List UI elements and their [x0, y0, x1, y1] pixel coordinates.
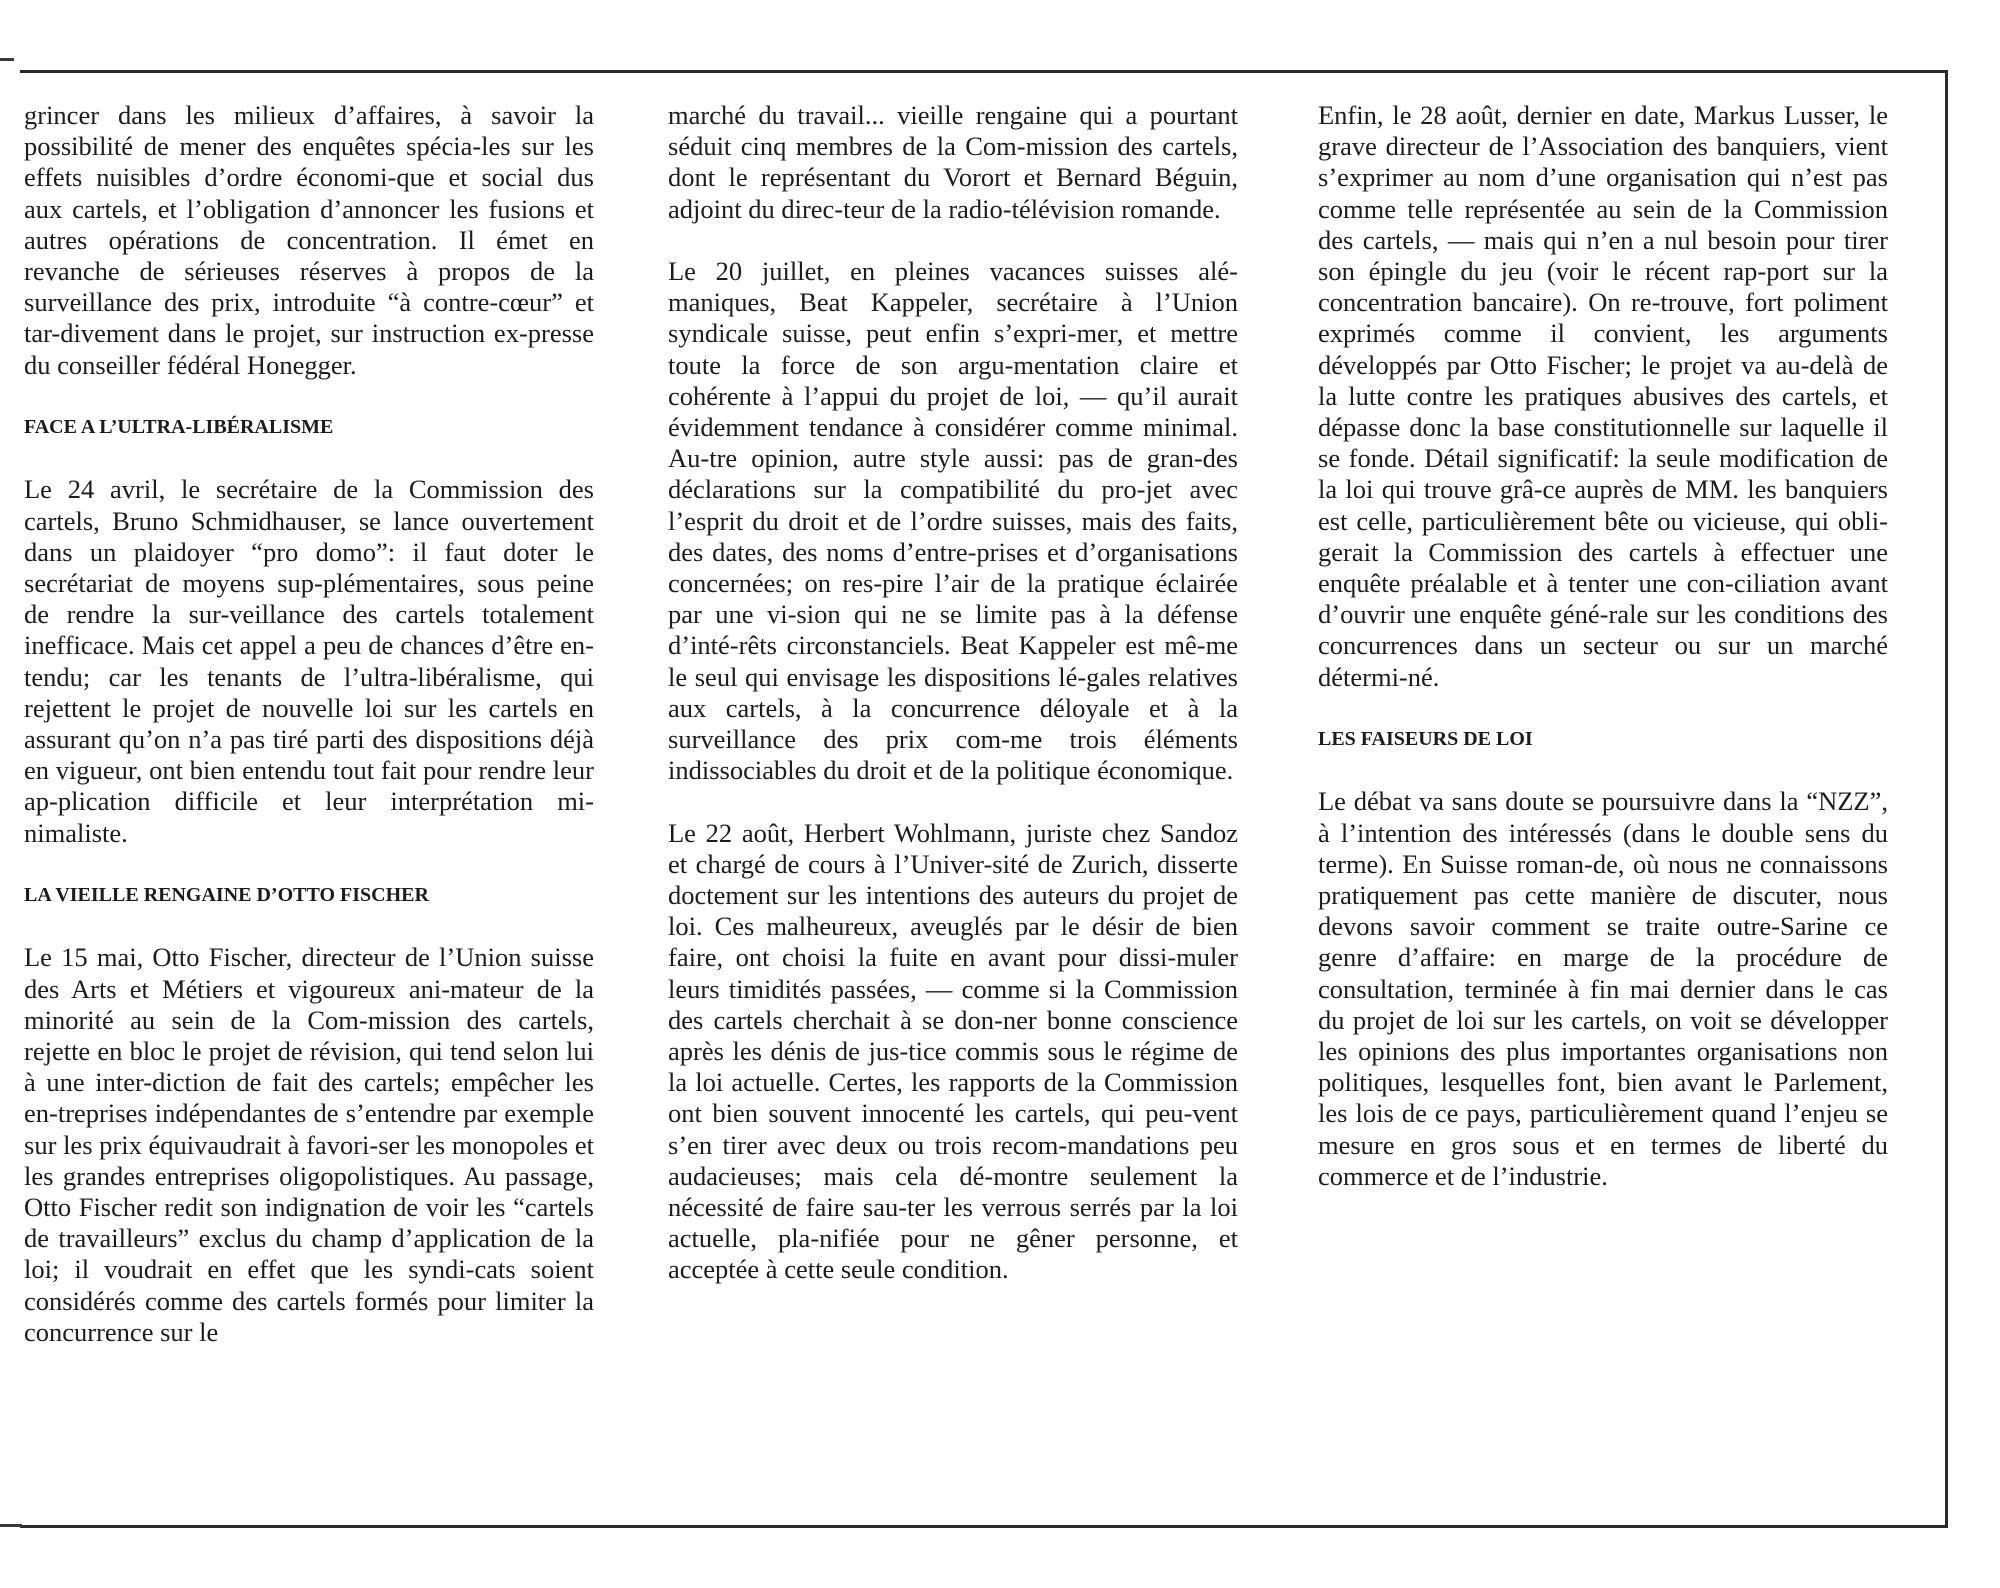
paragraph: Enfin, le 28 août, dernier en date, Markus Lusser, le grave directeur de l’Association des banquiers, vient s’exprimer au nom d’une organisation qui n’est pas comme telle représentée au sein de la Commission des cartels, — mais qui n’en a nul besoin pour tirer son épingle du jeu (voir le récent rap-port sur la concentration bancaire). On re-trouve, fort poliment exprimés comme il convient, les arguments développés par Otto Fischer; le projet va au-delà de la lutte contre les pratiques abusives des cartels, et dépasse donc la base constitutionnelle sur laquelle il se fonde. Détail significatif: la seule modification de la loi qui trouve grâ-ce auprès de MM. les banquiers est celle, particulièrement bête ou vicieuse, qui obli-gerait la Commission des cartels à effectuer une enquête préalable et à tenter une con-ciliation avant d’ouvrir une enquête géné-rale sur les conditions des concurrences dans un secteur ou sur un marché détermi-né. — [1318, 100, 1888, 692]
paragraph: Le 20 juillet, en pleines vacances suisses alé-maniques, Beat Kappeler, secrétaire à l’Union syndicale suisse, peut enfin s’expri-mer, et mettre toute la force de son argu-mentation claire et cohérente à l’appui du projet de loi, — qu’il aurait évidemment tendance à considérer comme minimal. Au-tre opinion, autre style aussi: pas de gran-des déclarations sur la compatibilité du pro-jet avec l’esprit du droit et de l’ordre suisses, mais des faits, des dates, des noms d’entre-prises et d’organisations concernées; on res-pire l’air de la pratique éclairée par une vi-sion qui ne se limite pas à la défense d’inté-rêts circonstanciels. Beat Kappeler est mê-me le seul qui envisage les dispositions lé-gales relatives aux cartels, à la concurrence déloyale et à la surveillance des prix com-me trois éléments indissociables du droit et de la politique économique. — [668, 256, 1238, 786]
paragraph: Le débat va sans doute se poursuivre dans la “NZZ”, à l’intention des intéressés (dans le double sens du terme). En Suisse roman-de, où nous ne connaissons pratiquement pas cette manière de discuter, nous devons savoir comment se traite outre-Sarine ce genre d’affaire: en marge de la procédure de consultation, terminée à fin mai dernier dans le cas du projet de loi sur les cartels, on voit se développer les opinions des plus importantes organisations non politiques, lesquelles font, bien avant le Parlement, les lois de ce pays, particulièrement quand l’enjeu se mesure en gros sous et en termes de liberté du commerce et de l’industrie. — [1318, 786, 1888, 1191]
paragraph: marché du travail... vieille rengaine qui a pourtant séduit cinq membres de la Com-mission des cartels, dont le représentant du Vorort et Bernard Béguin, adjoint du direc-teur de la radio-télévision romande. — [668, 100, 1238, 224]
paragraph: Le 15 mai, Otto Fischer, directeur de l’Union suisse des Arts et Métiers et vigoureux ani-mateur de la minorité au sein de la Com-mission des cartels, rejette en bloc le projet de révision, qui tend selon lui à une inter-diction de fait des cartels; empêcher les en-treprises indépendantes de s’entendre par exemple sur les prix équivaudrait à favori-ser les monopoles et les grandes entreprises oligopolistiques. Au passage, Otto Fischer redit son indignation de voir les “cartels de travailleurs” exclus du champ d’application de la loi; il voudrait en effet que les syndi-cats soient considérés comme des cartels formés pour limiter la concurrence sur le — [24, 942, 594, 1347]
article-column-1 — [24, 100, 594, 1379]
left-edge-mark — [0, 58, 14, 61]
section-heading: LES FAISEURS DE LOI — [1318, 728, 1533, 751]
paragraph: grincer dans les milieux d’affaires, à savoir la possibilité de mener des enquêtes spécia-les sur les effets nuisibles d’ordre économi-que et social dus aux cartels, et l’obligation d’annoncer les fusions et autres opérations de concentration. Il émet en revanche de sérieuses réserves à propos de la surveillance des prix, introduite “à contre-cœur” et tar-divement dans le projet, sur instruction ex-presse du conseiller fédéral Honegger. — [24, 100, 594, 380]
paragraph: Le 22 août, Herbert Wohlmann, juriste chez Sandoz et chargé de cours à l’Univer-sité de Zurich, disserte doctement sur les intentions des auteurs du projet de loi. Ces malheureux, aveuglés par le désir de bien faire, ont choisi la fuite en avant pour dissi-muler leurs timidités passées, — comme si la Commission des cartels cherchait à se don-ner bonne conscience après les dénis de jus-tice commis sous le régime de la loi actuelle. Certes, les rapports de la Commission ont bien souvent innocenté les cartels, qui peu-vent s’en tirer avec deux ou trois recom-mandations peu audacieuses; mais cela dé-montre seulement la nécessité de faire sau-ter les verrous serrés par la loi actuelle, pla-nifiée pour ne gêner personne, et acceptée à cette seule condition. — [668, 817, 1238, 1285]
article-column-2 — [668, 100, 1238, 1317]
left-edge-mark-bottom — [0, 1524, 22, 1527]
article-column-3 — [1318, 100, 1888, 1223]
section-heading: FACE A L’ULTRA-LIBÉRALISME — [24, 416, 334, 439]
paragraph: Le 24 avril, le secrétaire de la Commission des cartels, Bruno Schmidhauser, se lance ouvertement dans un plaidoyer “pro domo”: il faut doter le secrétariat de moyens sup-plémentaires, sous peine de rendre la sur-veillance des cartels totalement inefficace. Mais cet appel a peu de chances d’être en-tendu; car les tenants de l’ultra-libéralisme, qui rejettent le projet de nouvelle loi sur les cartels en assurant qu’on n’a pas tiré parti des dispositions déjà en vigueur, ont bien entendu tout fait pour rendre leur ap-plication difficile et leur interprétation mi-nimaliste. — [24, 474, 594, 848]
section-heading: LA VIEILLE RENGAINE D’OTTO FISCHER — [24, 884, 429, 907]
